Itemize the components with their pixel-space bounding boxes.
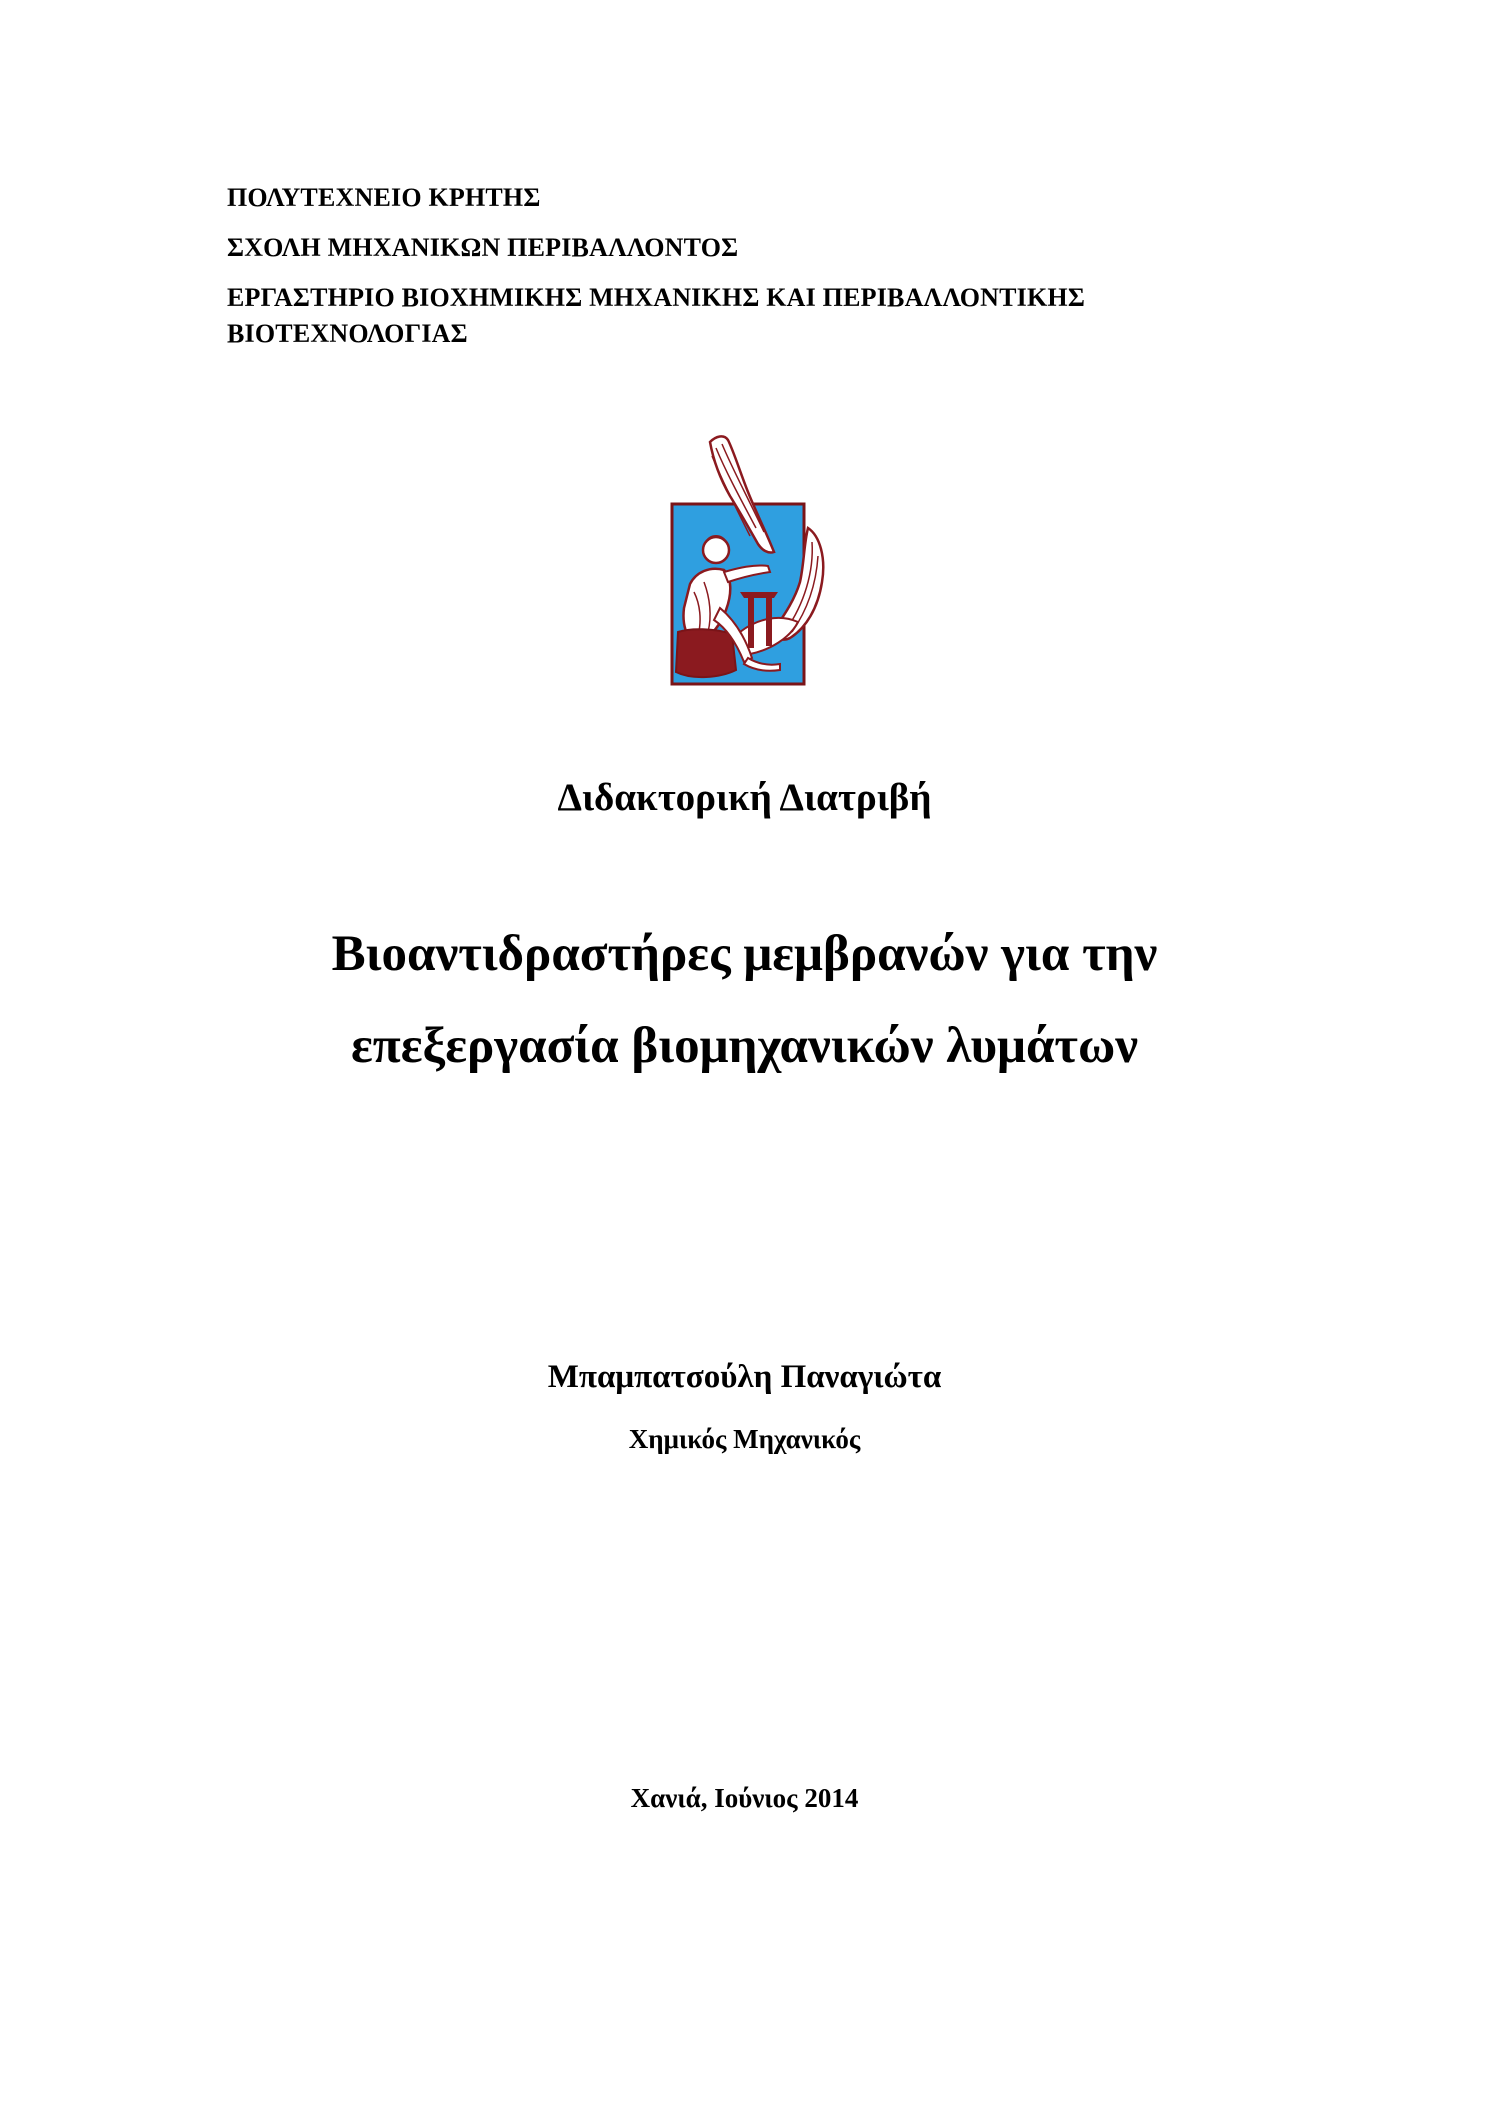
author-profession: Χημικός Μηχανικός bbox=[628, 1424, 861, 1454]
school-name: ΣΧΟΛΗ ΜΗΧΑΝΙΚΩΝ ΠΕΡΙΒΑΛΛΟΝΤΟΣ bbox=[227, 233, 739, 262]
place-and-date: Χανιά, Ιούνιος 2014 bbox=[630, 1783, 859, 1813]
thesis-title-line2: επεξεργασία βιομηχανικών λυμάτων bbox=[350, 1018, 1139, 1074]
university-logo bbox=[670, 432, 830, 687]
document-type: Διδακτορική Διατριβή bbox=[557, 776, 932, 819]
author-name: Μπαμπατσούλη Παναγιώτα bbox=[547, 1359, 942, 1395]
laboratory-name-line1: ΕΡΓΑΣΤΗΡΙΟ ΒΙΟΧΗΜΙΚΗΣ ΜΗΧΑΝΙΚΗΣ ΚΑΙ ΠΕΡΙΒΑΛΛΟΝΤΙΚΗΣ bbox=[227, 283, 1086, 312]
laboratory-name-line2: ΒΙΟΤΕΧΝΟΛΟΓΙΑΣ bbox=[227, 319, 468, 348]
thesis-title-line1: Βιοαντιδραστήρες μεμβρανών για την bbox=[331, 926, 1158, 982]
winged-figure-emblem-icon bbox=[670, 432, 830, 687]
university-name: ΠΟΛΥΤΕΧΝΕΙΟ ΚΡΗΤΗΣ bbox=[227, 183, 541, 212]
